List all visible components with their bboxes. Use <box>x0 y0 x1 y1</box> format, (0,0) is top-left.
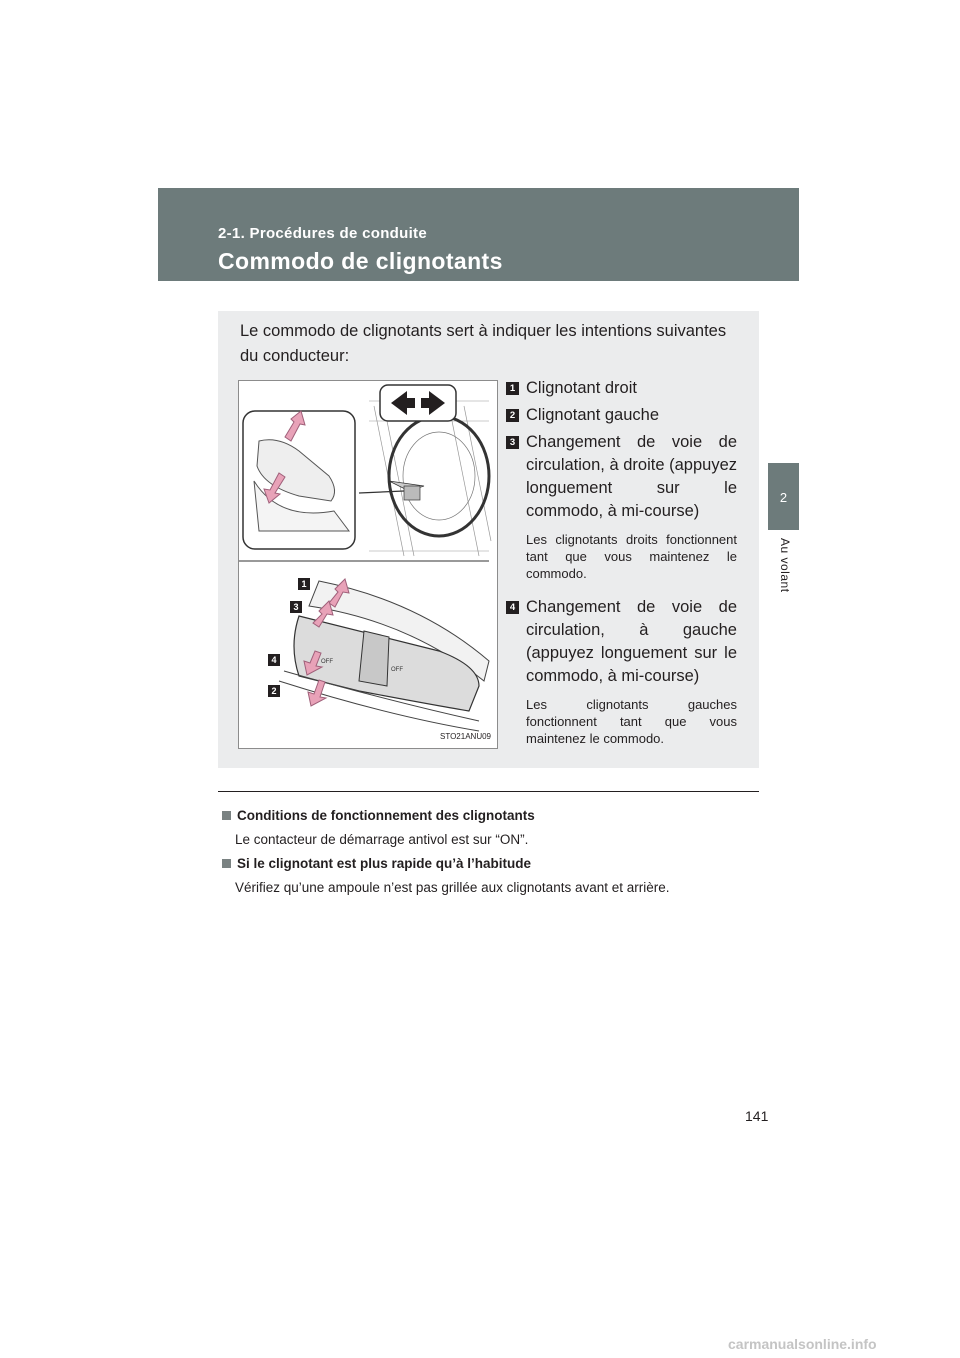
intro-text: Le commodo de clignotants sert à indiquer les intentions suivantes du conducteur: <box>240 322 727 365</box>
list-item <box>506 377 737 400</box>
watermark: carmanualsonline.info <box>728 1336 877 1352</box>
list-item <box>506 596 737 747</box>
turn-signal-illustration <box>238 380 498 749</box>
figure-badge-2 <box>268 685 280 697</box>
hand-inset <box>243 411 355 549</box>
chapter-tab <box>768 463 799 530</box>
figure-code: STO21ANU09 <box>440 732 491 741</box>
list-item <box>506 431 737 582</box>
info-box <box>218 311 759 768</box>
page-header <box>158 188 799 281</box>
item-note: Les clignotants gauches fonctionnent tant que vous maintenez le commodo. <box>526 697 737 746</box>
item-text: Clignotant droit <box>526 379 637 397</box>
note-title <box>222 856 762 871</box>
note-title <box>222 808 762 823</box>
note-title-text: Si le clignotant est plus rapide qu’à l’habitude <box>237 856 532 871</box>
item-number-badge: 4 <box>506 601 519 614</box>
page-title: Commodo de clignotants <box>218 248 503 274</box>
figure-badge-3 <box>290 601 302 613</box>
stalk-drawing <box>279 581 489 731</box>
page-number: 141 <box>745 1108 769 1124</box>
note-title-text: Conditions de fonctionnement des clignotants <box>237 808 535 823</box>
list-item <box>506 404 737 427</box>
item-text: Clignotant gauche <box>526 406 660 424</box>
svg-text:4: 4 <box>271 655 277 665</box>
notes-section <box>222 808 762 904</box>
item-text: Changement de voie de circulation, à gauche (appuyez longuement sur le commodo, à mi-course) <box>526 598 737 685</box>
chapter-number: 2 <box>779 490 788 505</box>
section-label: 2-1. Procédures de conduite <box>218 225 427 242</box>
square-bullet-icon <box>222 859 231 868</box>
item-number-badge: 1 <box>506 382 519 395</box>
chapter-label: Au volant <box>778 538 792 593</box>
svg-text:1: 1 <box>301 579 307 589</box>
svg-text:2: 2 <box>271 686 277 696</box>
note-body: Vérifiez qu’une ampoule n’est pas grillée aux clignotants avant et arrière. <box>235 880 670 895</box>
section-divider <box>218 791 759 792</box>
figure-badge-1 <box>298 578 310 590</box>
off-label-2: OFF <box>391 667 403 673</box>
item-note: Les clignotants droits fonctionnent tant que vous maintenez le commodo. <box>526 532 737 581</box>
item-number-badge: 2 <box>506 409 519 422</box>
signal-list <box>506 377 737 761</box>
svg-text:3: 3 <box>293 602 299 612</box>
square-bullet-icon <box>222 811 231 820</box>
item-text: Changement de voie de circulation, à droite (appuyez longuement sur le commodo, à mi-course) <box>526 433 737 520</box>
dashboard-drawing <box>359 401 491 556</box>
figure-badge-4 <box>268 654 280 666</box>
off-label-1: OFF <box>321 659 333 665</box>
note-body: Le contacteur de démarrage antivol est sur “ON”. <box>235 832 529 847</box>
direction-arrows-icon <box>380 385 456 421</box>
item-number-badge: 3 <box>506 436 519 449</box>
